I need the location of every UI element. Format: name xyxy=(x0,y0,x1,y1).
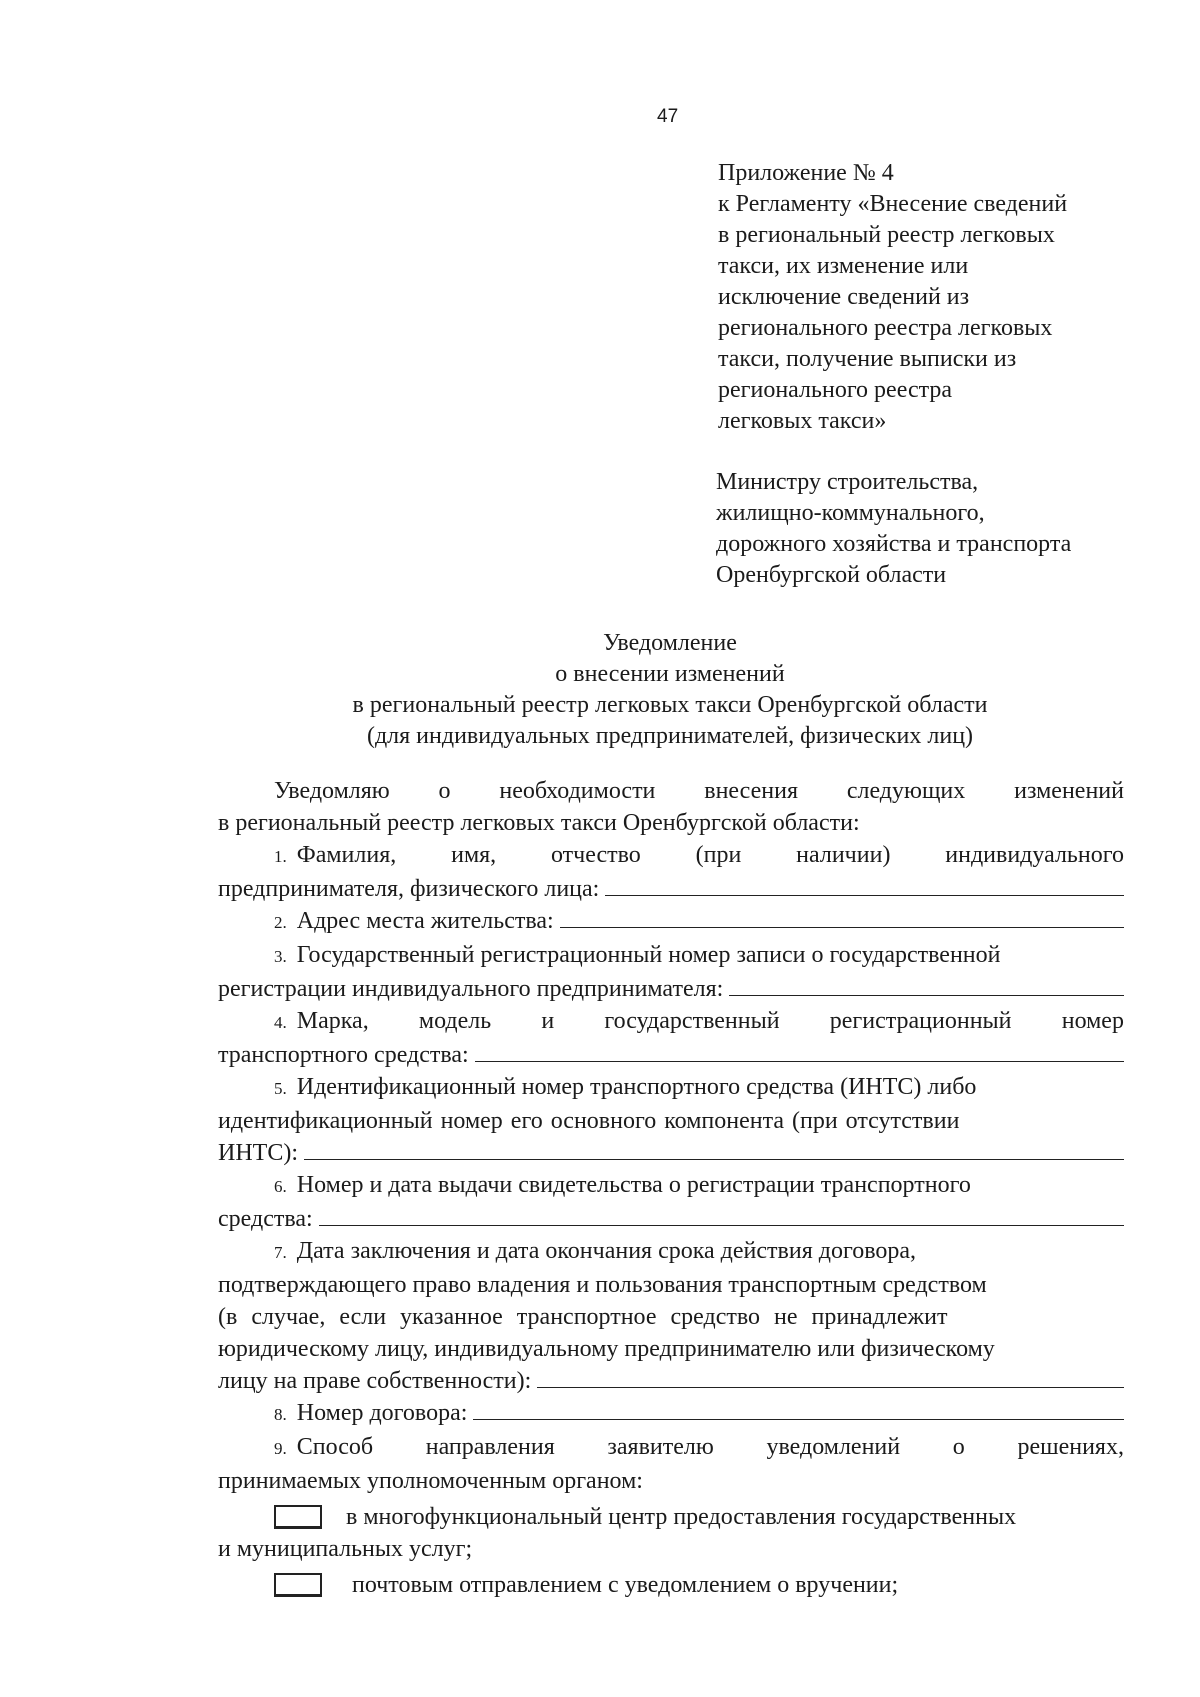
addressee-line: Оренбургской области xyxy=(716,562,947,588)
appendix-line: регионального реестра xyxy=(718,377,953,403)
form-body xyxy=(218,775,1124,1601)
intro-line-2: в региональный реестр легковых такси Оренбургской области: xyxy=(218,810,860,836)
item-8: 8. Номер договора: xyxy=(218,1397,1124,1431)
appendix-line: регионального реестра легковых xyxy=(718,315,1053,341)
intro-line-1: Уведомляю о необходимости внесения следующих изменений xyxy=(274,778,1124,804)
appendix-line: Приложение № 4 xyxy=(718,160,894,186)
addressee-line: Министру строительства, xyxy=(716,469,979,495)
appendix-line: легковых такси» xyxy=(718,408,887,434)
vin-field[interactable] xyxy=(304,1137,1124,1160)
item-1-line-2: предпринимателя, физического лица: xyxy=(218,873,1124,905)
appendix-line: исключение сведений из xyxy=(718,284,970,310)
document-title xyxy=(210,628,1130,752)
page-number: 47 xyxy=(657,106,679,127)
full-name-field[interactable] xyxy=(605,873,1124,896)
item-9-line-1: 9. Способ направления заявителю уведомлений о решениях, xyxy=(274,1434,1124,1460)
item-7-line-4: юридическому лицу, индивидуальному предпринимателю или физическому xyxy=(218,1336,995,1362)
item-5-line-1: 5. Идентификационный номер транспортного средства (ИНТС) либо xyxy=(274,1074,977,1100)
appendix-line: такси, получение выписки из xyxy=(718,346,1017,372)
option-post-label: почтовым отправлением с уведомлением о вручении; xyxy=(352,1572,899,1598)
mfc-checkbox[interactable] xyxy=(274,1505,322,1529)
item-2: 2. Адрес места жительства: xyxy=(218,905,1124,939)
addressee-block xyxy=(716,467,1156,591)
appendix-reference xyxy=(718,158,1158,437)
option-post xyxy=(218,1569,1124,1601)
item-5-line-2: идентификационный номер его основного компонента (при отсутствии xyxy=(218,1108,960,1134)
item-4-line-1: 4. Марка, модель и государственный регистрационный номер xyxy=(274,1008,1124,1034)
item-3-line-1: 3. Государственный регистрационный номер записи о государственной xyxy=(274,942,1001,968)
vehicle-make-model-plate-field[interactable] xyxy=(475,1039,1124,1062)
addressee-line: жилищно-коммунального, xyxy=(716,500,985,526)
item-1-line-1: 1. Фамилия, имя, отчество (при наличии) индивидуального xyxy=(274,842,1124,868)
contract-dates-field[interactable] xyxy=(537,1365,1124,1388)
option-mfc xyxy=(218,1501,1124,1533)
post-checkbox[interactable] xyxy=(274,1573,322,1597)
item-9-line-2: принимаемых уполномоченным органом: xyxy=(218,1468,643,1494)
appendix-line: в региональный реестр легковых xyxy=(718,222,1055,248)
contract-number-field[interactable] xyxy=(473,1397,1124,1420)
title-line: в региональный реестр легковых такси Оренбургской области xyxy=(352,692,988,718)
title-line: о внесении изменений xyxy=(555,661,785,687)
item-6-line-1: 6. Номер и дата выдачи свидетельства о регистрации транспортного xyxy=(274,1172,971,1198)
title-line: (для индивидуальных предпринимателей, физических лиц) xyxy=(366,723,974,749)
registration-certificate-field[interactable] xyxy=(319,1203,1124,1226)
residence-address-field[interactable] xyxy=(560,905,1124,928)
appendix-line: к Регламенту «Внесение сведений xyxy=(718,191,1068,217)
item-5-line-3: ИНТС): xyxy=(218,1137,1124,1169)
registration-number-field[interactable] xyxy=(729,973,1124,996)
option-mfc-label: в многофункциональный центр предоставления государственных xyxy=(346,1504,1017,1530)
item-6-line-2: средства: xyxy=(218,1203,1124,1235)
item-7-line-2: подтверждающего право владения и пользования транспортным средством xyxy=(218,1272,987,1298)
addressee-line: дорожного хозяйства и транспорта xyxy=(716,531,1072,557)
item-7-line-5: лицу на праве собственности): xyxy=(218,1365,1124,1397)
appendix-line: такси, их изменение или xyxy=(718,253,969,279)
title-line: Уведомление xyxy=(603,630,737,656)
item-7-line-3: (в случае, если указанное транспортное средство не принадлежит xyxy=(218,1304,948,1330)
item-3-line-2: регистрации индивидуального предпринимателя: xyxy=(218,973,1124,1005)
item-7-line-1: 7. Дата заключения и дата окончания срока действия договора, xyxy=(274,1238,917,1264)
option-mfc-label-cont: и муниципальных услуг; xyxy=(218,1536,473,1562)
item-4-line-2: транспортного средства: xyxy=(218,1039,1124,1071)
